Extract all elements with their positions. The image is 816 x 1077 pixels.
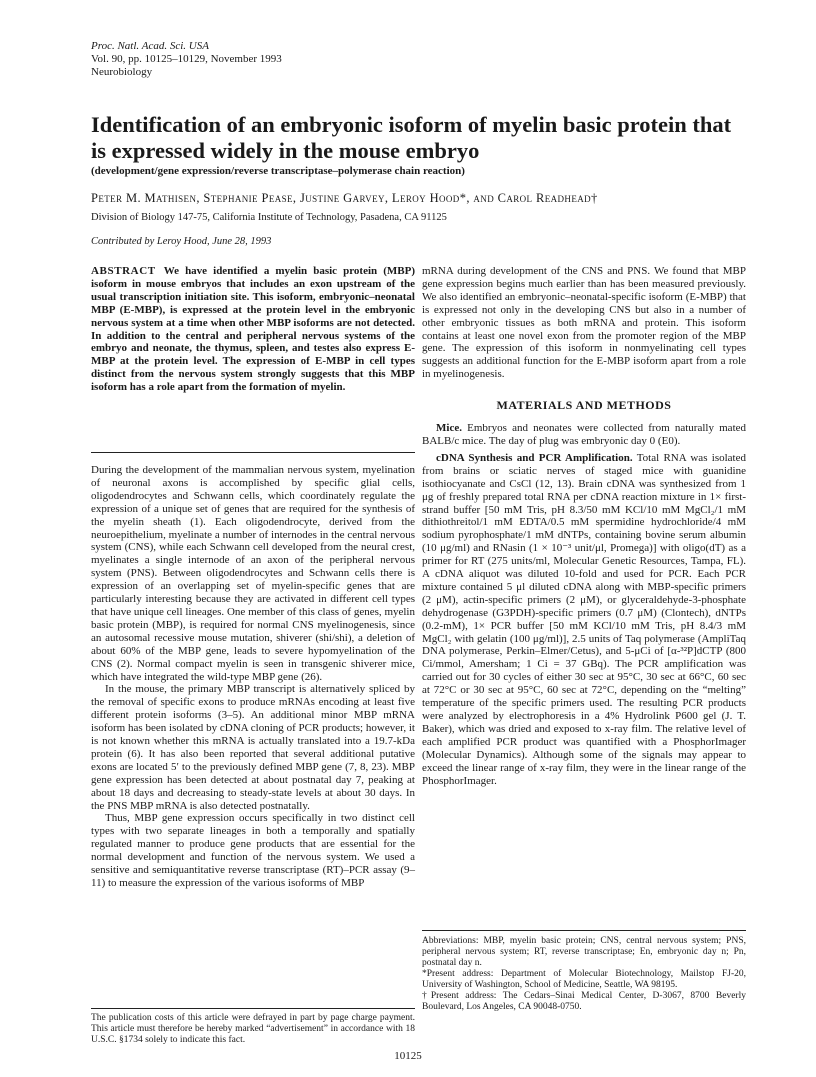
abstract-label: ABSTRACT — [91, 265, 156, 277]
present-address-note: *Present address: Department of Molecular Biotechnology, Mailstop FJ-20, University of Washington, School of Medicine, Seattle, WA 98195. — [422, 969, 746, 990]
methods-paragraph — [422, 422, 746, 448]
intro-continuation: mRNA during development of the CNS and PNS. We found that MBP gene expression begins much earlier than has been measured previously. We also identified an embryonic–neonatal-specific isoform (E-MBP) that is expressed not only in the developing CNS but also in a number of other embryonic tissues as both mRNA and protein. This isoform contains at least one novel exon from the promoter region of the MBP gene. The expression of this isoform in nonmyelinating cell types suggests an additional function for the E-MBP isoform apart from a role in myelinogenesis. — [422, 265, 746, 381]
section-name: Neurobiology — [91, 66, 153, 78]
cdna-runhead: cDNA Synthesis and PCR Amplification. — [436, 451, 633, 464]
footnotes — [422, 936, 746, 1013]
methods-paragraph — [422, 452, 746, 788]
cdna-text: Total RNA was isolated from brains or sciatic nerves of staged mice with guanidine isothiocyanate and CsCl (12, 13). Brain cDNA was synthesized from 1 μg of freshly prepared total RNA per cDNA reaction mixture in 1× first-strand buffer [50 mM Tris, pH 8.3/50 mM KCl/10 mM MgCl₂/1 mM dithiothreitol/1 mM EDTA/0.5 mM spermidine hydrochloride/4 mM sodium pyrophosphate/1 mM dNTPs, containing bovine serum albumin (10 μg/ml) and RNasin (1 × 10⁻³ unit/μl, Promega)] with oligo(dT) as a primer for RT (275 units/ml, Molecular Genetic Resources, Tampa, FL). A cDNA aliquot was diluted 10-fold and used for PCR. Each PCR mixture contained 5 μl diluted cDNA along with MBP-specific primers (2 μM), actin-specific primers (2 μM), or glyceraldehyde-3-phosphate dehydrogenase (G3PDH)-specific primers (0.7 μM) (Clontech), dNTPs (0.2-mM), 1× PCR buffer [50 mM KCl/10 mM Tris, pH 8.4/3 mM MgCl₂ with gelatin (100 μg/ml)], 2.5 units of Taq polymerase (AmpliTaq DNA polymerase, Perkin–Elmer/Cetus), and 5-μCi of [α-³²P]dCTP (800 Ci/mmol, Amersham; 1 Ci = 37 GBq). The PCR amplification was carried out for 30 cycles of either 30 sec at 95°C, 30 sec at 66°C, 60 sec at 72°C or 30 sec at 95°C, 60 sec at 72°C, depending on the “melting” temperature of the specific primers used. The resulting PCR products were analyzed by electrophoresis in a 4% Hydrolink P600 gel (J. T. Baker), which was dried and exposed to x-ray film. The relative level of each amplified PCR product was quantified with a PhosphorImager (Molecular Dynamics). Although some of the signals may appear to exceed the linear range of x-ray film, they were in the linear range of the PhosphorImager. — [422, 451, 746, 787]
page-number: 10125 — [394, 1050, 422, 1062]
abbreviations-note: Abbreviations: MBP, myelin basic protein; CNS, central nervous system; PNS, peripheral nervous system; RT, reverse transcriptase; En, embryonic day n; Pn, postnatal day n. — [422, 936, 746, 968]
contributed-by: Contributed by Leroy Hood, June 28, 1993 — [91, 236, 272, 247]
introduction — [91, 464, 415, 890]
article-title: Identification of an embryonic isoform of myelin basic protein that is expressed widely in the mouse embryo — [91, 112, 732, 163]
mice-runhead: Mice. — [436, 422, 462, 435]
affiliation: Division of Biology 147-75, California Institute of Technology, Pasadena, CA 91125 — [91, 212, 447, 223]
volume-line: Vol. 90, pp. 10125–10129, November 1993 — [91, 53, 282, 65]
intro-paragraph: Thus, MBP gene expression occurs specifically in two distinct cell types with two separate lineages in both a temporally and spatially regulated manner to produce gene products that are essential for the normal development and function of the nervous system. We used a sensitive and semiquantitative reverse transcriptase (RT)–PCR assay (9–11) to measure the expression of the various isoforms of MBP — [91, 812, 415, 889]
author-list: Peter M. Mathisen, Stephanie Pease, Justine Garvey, Leroy Hood*, and Carol Readhead† — [91, 191, 598, 205]
methods-heading: MATERIALS AND METHODS — [496, 398, 672, 413]
footnote-divider — [91, 1008, 415, 1009]
intro-paragraph: In the mouse, the primary MBP transcript is alternatively spliced by the removal of specific exons to produce mRNAs encoding at least five different protein isoforms (3–5). An additional minor MBP mRNA isoform has been isolated by cDNA cloning of PCR products; however, it is not known whether this mRNA is actually translated into a 19.7-kDa protein (6). It has also been reported that several additional putative exons are located 5′ to the previously defined MBP gene (7, 8, 23). MBP gene expression has been detected at about postnatal day 7, peaking at about 18 days and decreasing to steady-state levels at about 30 days. In the PNS MBP mRNA is also detected postnatally. — [91, 683, 415, 812]
footnote-divider — [422, 930, 746, 931]
present-address-note: †Present address: The Cedars–Sinai Medical Center, D-3067, 8700 Beverly Boulevard, Los Angeles, CA 90048-0750. — [422, 991, 746, 1012]
right-column — [422, 265, 746, 787]
abstract-divider — [91, 452, 415, 453]
journal-name: Proc. Natl. Acad. Sci. USA — [91, 40, 209, 52]
abstract — [91, 265, 415, 394]
publication-costs-note: The publication costs of this article were defrayed in part by page charge payment. This article must therefore be hereby marked “advertisement” in accordance with 18 U.S.C. §1734 solely to indicate this fact. — [91, 1013, 415, 1045]
intro-paragraph: During the development of the mammalian nervous system, myelination of neuronal axons is accomplished by specific glial cells, oligodendrocytes and Schwann cells, which coordinately regulate the expression of a unique set of genes that are required for the synthesis of the myelin sheath (1). Each oligodendrocyte, derived from the neuroepithelium, myelinate a number of internodes in the central nervous system (CNS), while each Schwann cell developed from the neural crest, myelinates a single internode of an axon of the peripheral nervous system (PNS). Between oligodendrocytes and Schwann cells there is expression of an overlapping set of myelin-specific genes that are particularly interesting because they are activated in different cell types that have unique cell lineages. One member of this class of genes, myelin basic protein (MBP), is required for normal CNS myelinogenesis, since an autosomal recessive mouse mutation, shiverer (shi/shi), a deletion of about 60% of the MBP gene, leads to severe hypomyelination of the CNS (2). Normal compact myelin is seen in transgenic shiverer mice, which have integrated the wild-type MBP gene (26). — [91, 464, 415, 683]
mice-text: Embryos and neonates were collected from naturally mated BALB/c mice. The day of plug was embryonic day 0 (E0). — [422, 422, 747, 447]
abstract-text: We have identified a myelin basic protein (MBP) isoform in mouse embryos that includes an exon upstream of the usual transcription initiation site. This isoform, embryonic–neonatal MBP (E-MBP), is expressed at the protein level in the embryonic nervous system at a time when other MBP isoforms are not detected. In addition to the central and peripheral nervous systems of the embryo and neonate, the thymus, spleen, and testes also express E-MBP at the protein level. The expression of E-MBP in cell types distinct from the nervous system strongly suggests that this MBP isoform has a role apart from the formation of myelin. — [91, 265, 415, 394]
article-subtitle: (development/gene expression/reverse transcriptase–polymerase chain reaction) — [91, 165, 465, 177]
journal-header — [91, 40, 282, 79]
